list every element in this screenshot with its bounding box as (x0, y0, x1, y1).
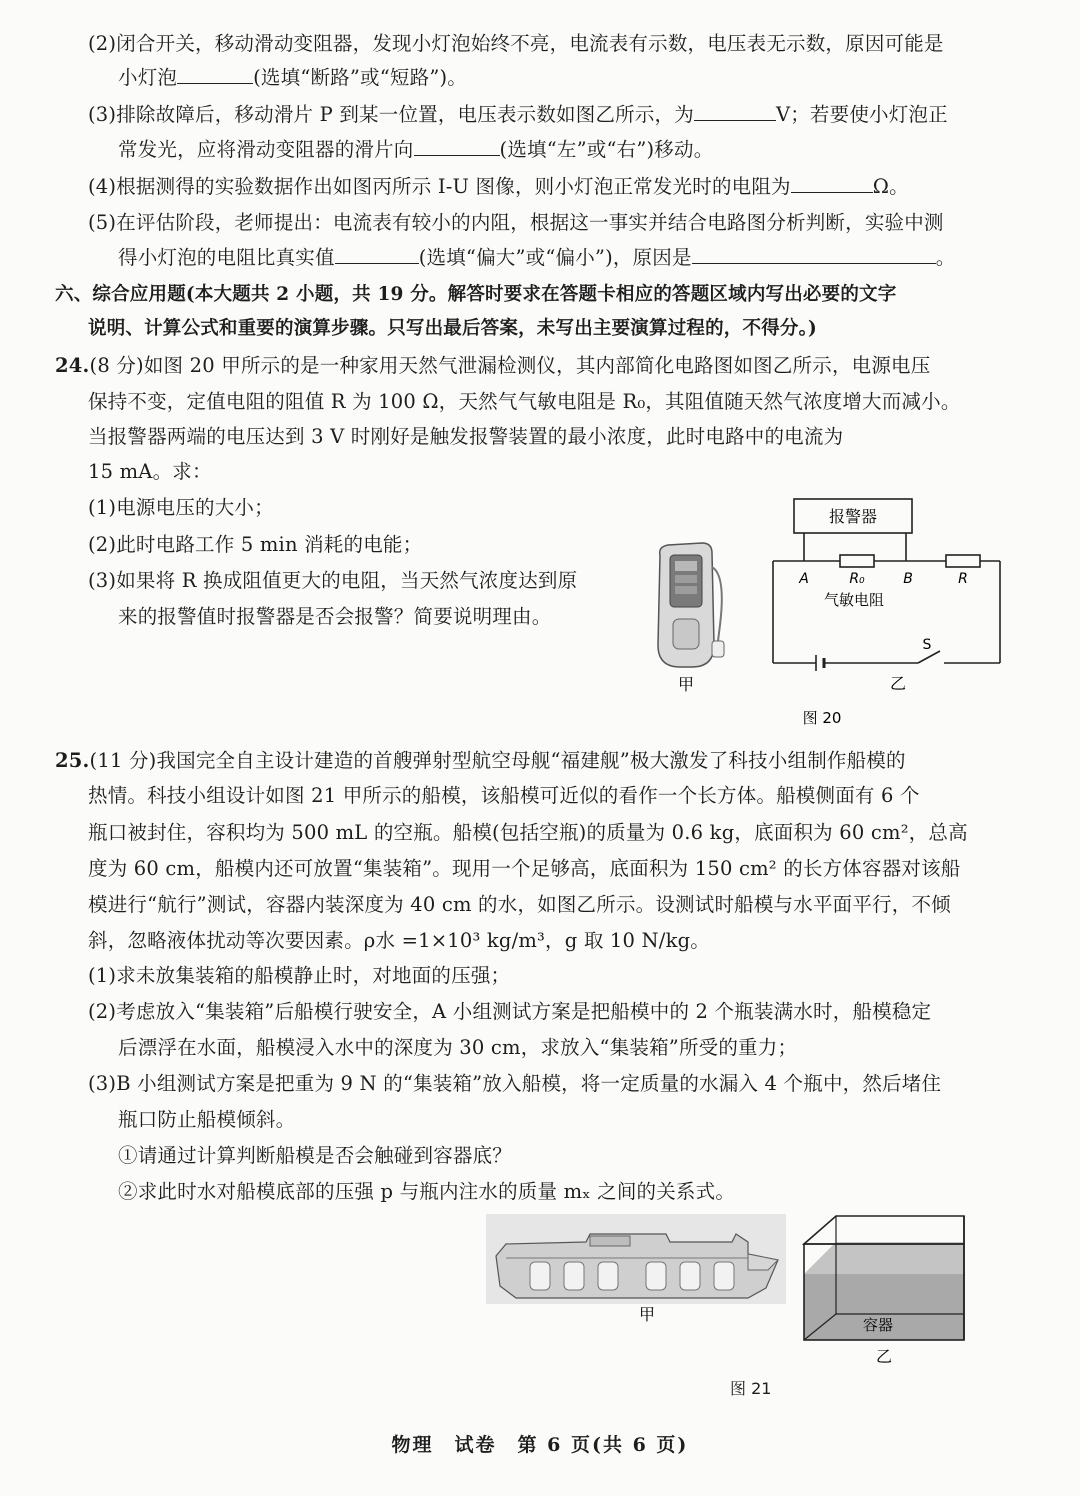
q23-part5-text-a: 得小灯泡的电阻比真实值 (118, 246, 335, 269)
q25-sub3-line1: (3)B 小组测试方案是把重为 9 N 的“集装箱”放入船模，将一定质量的水漏入 4 个瓶中，然后堵住 (88, 1072, 942, 1095)
q24-text: (8 分)如图 20 甲所示的是一种家用天然气泄漏检测仪，其内部简化电路图如图乙所示，电源电压 (89, 354, 931, 377)
figure-21 (486, 1214, 986, 1374)
q24-sub2: (2)此时电路工作 5 min 消耗的电能； (88, 533, 423, 556)
figure-20 (640, 495, 1020, 735)
q23-part2-line1: (2)闭合开关，移动滑动变阻器，发现小灯泡始终不亮，电流表有示数，电压表无示数，原因可能是 (88, 32, 944, 55)
q25-sub1: (1)求未放集装箱的船模静止时，对地面的压强； (88, 964, 511, 987)
q23-part5-text-c: 。 (935, 246, 956, 269)
fig21-container-label: 容器 (862, 1316, 894, 1334)
fig20-alarm-label: 报警器 (828, 507, 878, 526)
fig20-r0-label: R₀ (849, 571, 865, 587)
q24-line2: 保持不变，定值电阻的阻值 R 为 100 Ω，天然气气敏电阻是 R₀，其阻值随天然气浓度增大而减小。 (88, 390, 961, 413)
q23-part3-line1 (88, 101, 948, 129)
q24-sub3-line1: (3)如果将 R 换成阻值更大的电阻，当天然气浓度达到原 (88, 569, 578, 592)
q25-line3: 瓶口被封住，容积均为 500 mL 的空瓶。船模(包括空瓶)的质量为 0.6 kg，底面积为 60 cm²，总高 (88, 821, 968, 844)
fig20-r-label: R (958, 571, 968, 587)
ship-model-image (486, 1214, 786, 1304)
q24-line3: 当报警器两端的电压达到 3 V 时刚好是触发报警装置的最小浓度，此时电路中的电流为 (88, 425, 844, 448)
answer-blank[interactable] (791, 174, 873, 193)
q25-line4: 度为 60 cm，船模内还可放置“集装箱”。现用一个足够高，底面积为 150 cm² 的长方体容器对该船 (88, 857, 961, 880)
answer-blank[interactable] (414, 137, 500, 156)
page-footer: 物理 试卷 第 6 页(共 6 页) (391, 1434, 689, 1456)
gas-detector-image (658, 543, 724, 667)
answer-blank[interactable] (335, 245, 419, 264)
q23-part2-text-b: (选填“断路”或“短路”)。 (253, 66, 468, 89)
q23-part4-text-a: (4)根据测得的实验数据作出如图丙所示 I-U 图像，则小灯泡正常发光时的电阻为 (88, 175, 791, 198)
q23-part4-text-b: Ω。 (872, 175, 909, 198)
q24-number: 24. (55, 354, 90, 377)
fig21-caption: 图 21 (730, 1379, 772, 1398)
fig20-node-b: B (903, 571, 913, 587)
fig20-label-jia: 甲 (677, 675, 695, 694)
q25-sub2-line1: (2)考虑放入“集装箱”后船模行驶安全，A 小组测试方案是把船模中的 2 个瓶装满水时，船模稳定 (88, 1000, 932, 1023)
section6-heading-line2: 说明、计算公式和重要的演算步骤。只写出最后答案，未写出主要演算过程的，不得分。) (88, 318, 818, 339)
resistor-r0 (840, 555, 874, 567)
answer-blank[interactable] (177, 65, 253, 84)
fig20-caption: 图 20 (802, 709, 842, 727)
q23-part3-text-c: 常发光，应将滑动变阻器的滑片向 (118, 138, 414, 161)
fig20-sensor-label: 气敏电阻 (823, 591, 885, 609)
q23-part5-text-b: (选填“偏大”或“偏小”)，原因是 (418, 246, 692, 269)
q23-part3-text-d: (选填“左”或“右”)移动。 (499, 138, 714, 161)
section6-heading-line1: 六、综合应用题(本大题共 2 小题，共 19 分。解答时要求在答题卡相应的答题区域内写出必要的文字 (55, 284, 897, 305)
fig21-label-yi: 乙 (875, 1347, 893, 1366)
q23-part3-text-b: V；若要使小灯泡正 (775, 103, 948, 126)
q23-part3-line2 (118, 136, 713, 164)
fig20-switch-label: S (922, 637, 932, 653)
q23-part3-text-a: (3)排除故障后，移动滑片 P 到某一位置，电压表示数如图乙所示，为 (88, 103, 694, 126)
answer-blank[interactable] (694, 102, 776, 121)
q25-sub3-line2: 瓶口防止船模倾斜。 (118, 1108, 296, 1131)
q23-part2-line2 (118, 64, 467, 92)
q24-line1 (55, 352, 930, 380)
fig20-label-yi: 乙 (889, 674, 907, 693)
q24-sub3-line2: 来的报警值时报警器是否会报警？简要说明理由。 (118, 605, 552, 628)
q25-sub2-line2: 后漂浮在水面，船模浸入水中的深度为 30 cm，求放入“集装箱”所受的重力； (118, 1036, 798, 1059)
resistor-r (946, 555, 980, 567)
fig21-label-jia: 甲 (638, 1305, 656, 1324)
q25-text: (11 分)我国完全自主设计建造的首艘弹射型航空母舰“福建舰”极大激发了科技小组制作船模的 (89, 749, 906, 772)
q25-line1 (55, 747, 906, 775)
q25-number: 25. (55, 749, 90, 772)
q25-line2: 热情。科技小组设计如图 21 甲所示的船模，该船模可近似的看作一个长方体。船模侧面有 6 个 (88, 784, 920, 807)
q24-line4: 15 mA。求： (88, 460, 212, 483)
q25-line6: 斜，忽略液体扰动等次要因素。ρ水 =1×10³ kg/m³，g 取 10 N/kg。 (88, 929, 710, 952)
q24-sub1: (1)电源电压的大小； (88, 496, 274, 519)
q23-part5-line1: (5)在评估阶段，老师提出：电流表有较小的内阻，根据这一事实并结合电路图分析判断，实验中测 (88, 211, 944, 234)
q25-line5: 模进行“航行”测试，容器内装深度为 40 cm 的水，如图乙所示。设测试时船模与水平面平行，不倾 (88, 893, 951, 916)
q25-sub3-item1: ①请通过计算判断船模是否会触碰到容器底？ (118, 1144, 513, 1167)
answer-blank[interactable] (692, 245, 936, 264)
q25-sub3-item2: ②求此时水对船模底部的压强 p 与瓶内注水的质量 mₓ 之间的关系式。 (118, 1180, 736, 1203)
q23-part5-line2 (118, 244, 955, 272)
q23-part4-line1 (88, 173, 909, 201)
q23-part2-text-a: 小灯泡 (118, 66, 178, 89)
fig20-node-a: A (799, 571, 809, 587)
